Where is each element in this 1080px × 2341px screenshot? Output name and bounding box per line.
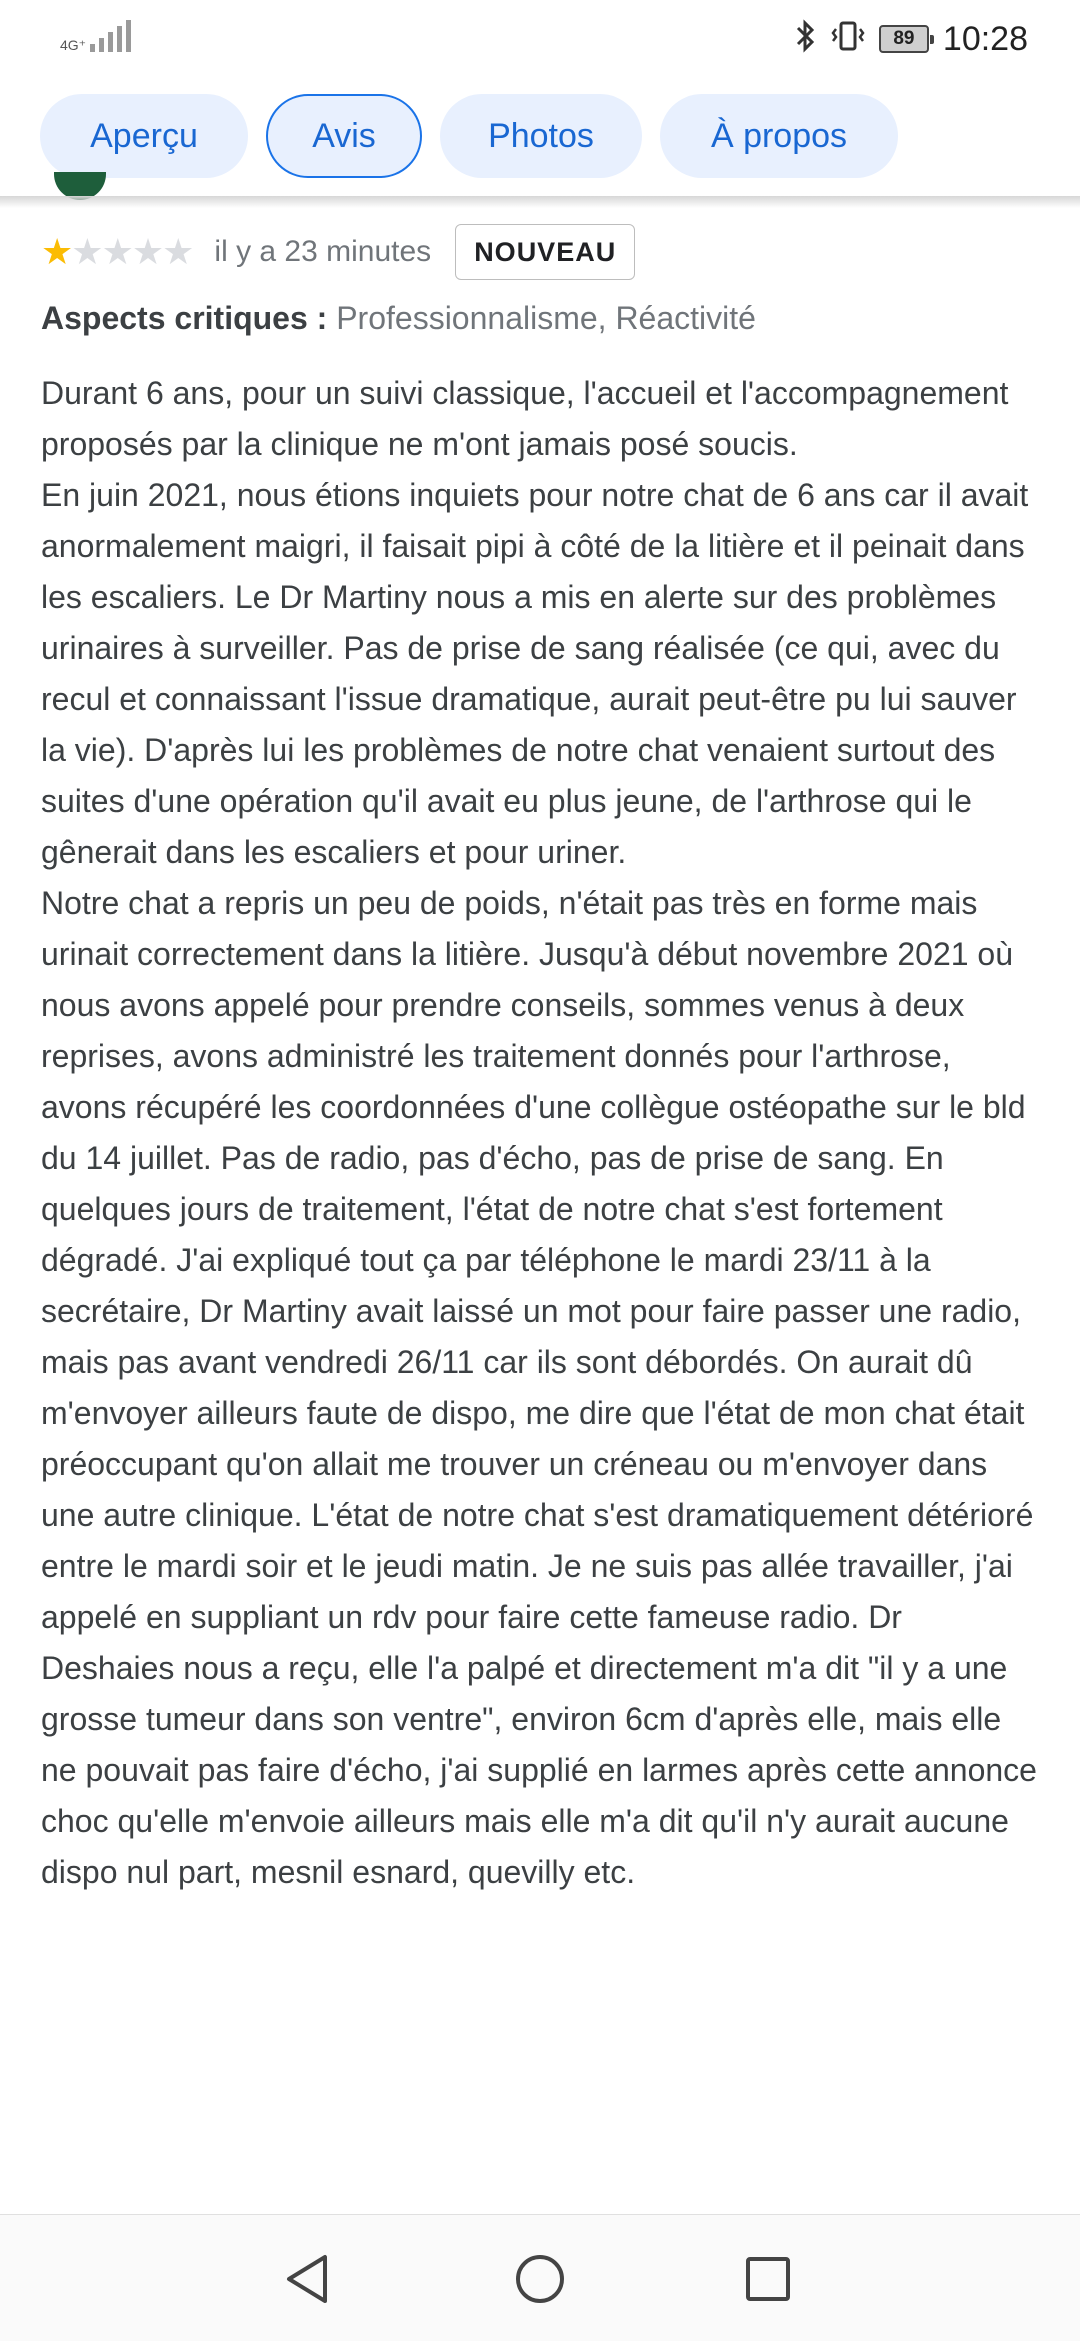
- tab-photos[interactable]: [440, 94, 642, 178]
- tab-a-propos[interactable]: [660, 94, 898, 178]
- star-icon: ★: [41, 231, 72, 272]
- tabs-shadow: [0, 196, 1080, 208]
- tab-label: Avis: [312, 116, 376, 155]
- home-icon[interactable]: [510, 2249, 570, 2309]
- navigation-bar: [0, 2214, 1080, 2341]
- signal-icon: [90, 18, 131, 52]
- tab-avis[interactable]: [266, 94, 422, 178]
- star-rating: [41, 231, 193, 272]
- bluetooth-icon: [795, 19, 817, 59]
- star-icon: ★: [71, 231, 102, 272]
- star-icon: ★: [131, 231, 163, 272]
- status-time: 10:28: [942, 19, 1028, 58]
- critical-aspects: [41, 296, 756, 340]
- place-tabs: [40, 94, 898, 178]
- review-paragraph: En juin 2021, nous étions inquiets pour notre chat de 6 ans car il avait anormalement maigri, il faisait pipi à côté de la litière et il peinait dans les escaliers. Le Dr Martiny nous a mis en alerte sur des problèmes urinaires à surveiller. Pas de prise de sang réalisée (ce qui, avec du recul et connaissant l'issue dramatique, aurait peut-être pu lui sauver la vie). D'après lui les problèmes de notre chat venaient surtout des suites d'une opération qu'il avait eu plus jeune, de l'arthrose qui le gênerait dans les escaliers et pour uriner.: [41, 477, 1029, 870]
- aspects-label: Aspects critiques :: [41, 300, 328, 336]
- review-paragraph: Notre chat a repris un peu de poids, n'était pas très en forme mais urinait correctement dans la litière. Jusqu'à début novembre 2021 où nous avons appelé pour prendre conseils, sommes venus à deux reprises, avons administré les traitement donnés pour l'arthrose, avons récupéré les coordonnées d'une collègue ostéopathe sur le bld du 14 juillet. Pas de radio, pas d'écho, pas de prise de sang. En quelques jours de traitement, l'état de notre chat s'est fortement dégradé. J'ai expliqué tout ça par téléphone le mardi 23/11 à la secrétaire, Dr Martiny avait laissé un mot pour faire passer une radio, mais pas avant vendredi 26/11 car ils sont débordés. On aurait dû m'envoyer ailleurs faute de dispo, me dire que l'état de mon chat était préoccupant qu'on allait me trouver un créneau ou m'envoyer dans une autre clinique. L'état de notre chat s'est dramatiquement détérioré entre le mardi soir et le jeudi matin. Je ne suis pas allée travailler, j'ai appelé en suppliant un rdv pour faire cette fameuse radio. Dr Deshaies nous a reçu, elle l'a palpé et directement m'a dit "il y a une grosse tumeur dans son ventre", environ 6cm d'après elle, mais elle ne pouvait pas faire d'écho, j'ai supplié en larmes après cette annonce choc qu'elle m'envoie ailleurs mais elle m'a dit qu'il n'y aurait aucune dispo nul part, mesnil esnard, quevilly etc.: [41, 885, 1037, 1890]
- star-icon: ★: [162, 231, 193, 272]
- review-time: il y a 23 minutes: [214, 235, 432, 268]
- status-bar: [0, 0, 1080, 78]
- vibrate-icon: [831, 19, 865, 59]
- tab-label: À propos: [710, 116, 848, 155]
- tab-apercu[interactable]: [40, 94, 248, 178]
- review-text: [41, 368, 1041, 1898]
- back-icon[interactable]: [278, 2249, 338, 2309]
- new-badge: NOUVEAU: [455, 224, 635, 280]
- aspects-value: Professionnalisme, Réactivité: [336, 300, 756, 336]
- review-meta: [41, 224, 635, 280]
- review-paragraph: Durant 6 ans, pour un suivi classique, l'accueil et l'accompagnement proposés par la clinique ne m'ont jamais posé soucis.: [41, 375, 1009, 462]
- battery-level: 89: [893, 28, 915, 49]
- star-icon: ★: [101, 231, 132, 272]
- network-type: 4G⁺: [60, 37, 87, 53]
- network-status: [60, 18, 131, 52]
- tab-label: Aperçu: [90, 116, 198, 155]
- battery-icon: [879, 25, 929, 53]
- tab-label: Photos: [488, 116, 594, 155]
- recents-icon[interactable]: [738, 2249, 798, 2309]
